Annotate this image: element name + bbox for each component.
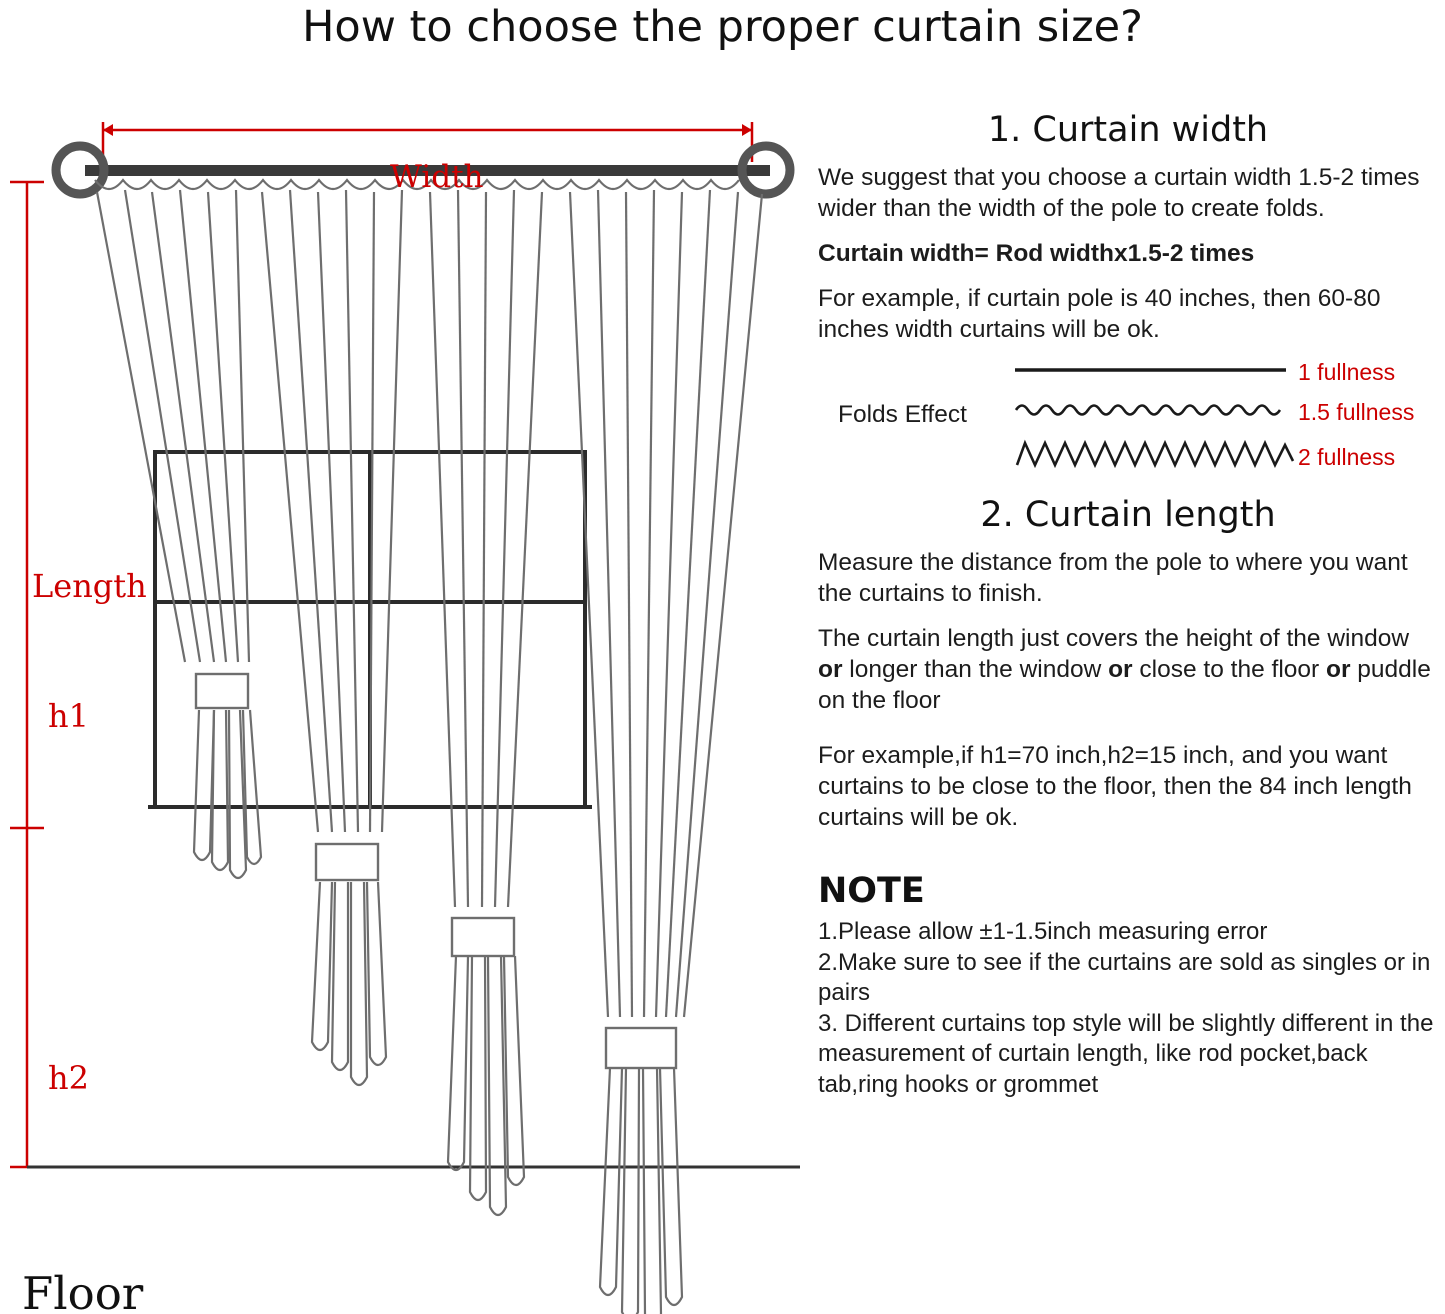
length-p2-part-a: The curtain length just covers the height of the window bbox=[818, 625, 1410, 652]
fullness-2-zigzag bbox=[1013, 435, 1303, 475]
curtain-diagram bbox=[0, 62, 800, 1314]
fullness-label-1: 1 fullness bbox=[1298, 359, 1396, 385]
fullness-1-line bbox=[1013, 363, 1288, 377]
note-line-1: 1.Please allow ±1-1.5inch measuring error bbox=[818, 918, 1268, 945]
note-line-2: 2.Make sure to see if the curtains are sold as singles or in pairs bbox=[818, 948, 1431, 1006]
length-paragraph-2 bbox=[818, 623, 1438, 716]
length-p2-or-1: or bbox=[818, 656, 843, 683]
folds-effect-diagram bbox=[818, 359, 1438, 477]
length-p2-or-2: or bbox=[1108, 656, 1133, 683]
width-example: For example, if curtain pole is 40 inches, then 60-80 inches width curtains will be ok. bbox=[818, 285, 1381, 343]
length-example: For example,if h1=70 inch,h2=15 inch, and you want curtains to be close to the floor, then the 84 inch length curtains will be ok. bbox=[818, 742, 1412, 831]
h1-dimension-label: h1 bbox=[48, 697, 89, 735]
fullness-label-1-5: 1.5 fullness bbox=[1298, 399, 1415, 425]
width-paragraph-1: We suggest that you choose a curtain width 1.5-2 times wider than the width of the pole to create folds. bbox=[818, 164, 1420, 222]
length-dimension-label: Length bbox=[32, 567, 147, 605]
length-p2-part-b: longer than the window bbox=[842, 656, 1109, 683]
note-heading: NOTE bbox=[818, 871, 925, 911]
fullness-1-5-wave bbox=[1013, 397, 1288, 423]
folds-effect-label: Folds Effect bbox=[838, 401, 967, 428]
width-formula: Curtain width= Rod widthx1.5-2 times bbox=[818, 240, 1255, 267]
instructions-column bbox=[818, 110, 1438, 1100]
section-heading-curtain-width: 1. Curtain width bbox=[987, 110, 1269, 150]
length-p2-or-3: or bbox=[1325, 656, 1351, 683]
section-heading-curtain-length: 2. Curtain length bbox=[980, 495, 1276, 535]
length-p2-part-c: close to the floor bbox=[1132, 656, 1326, 683]
note-line-3: 3. Different curtains top style will be slightly different in the measurement of curtain length, like rod pocket,back tab,ring hooks or grommet bbox=[818, 1009, 1434, 1098]
width-dimension-label: Width bbox=[390, 159, 484, 195]
dimension-lines bbox=[10, 122, 752, 1167]
fullness-label-2: 2 fullness bbox=[1298, 444, 1396, 470]
curtain-folds bbox=[95, 180, 762, 1314]
length-p2-part-d: puddle on the floor bbox=[818, 656, 1431, 714]
curtain-diagram-svg bbox=[0, 62, 800, 1314]
page-title: How to choose the proper curtain size? bbox=[302, 2, 1143, 52]
h2-dimension-label: h2 bbox=[48, 1059, 89, 1097]
floor-label: Floor bbox=[22, 1267, 144, 1314]
length-paragraph-1: Measure the distance from the pole to where you want the curtains to finish. bbox=[818, 549, 1408, 607]
